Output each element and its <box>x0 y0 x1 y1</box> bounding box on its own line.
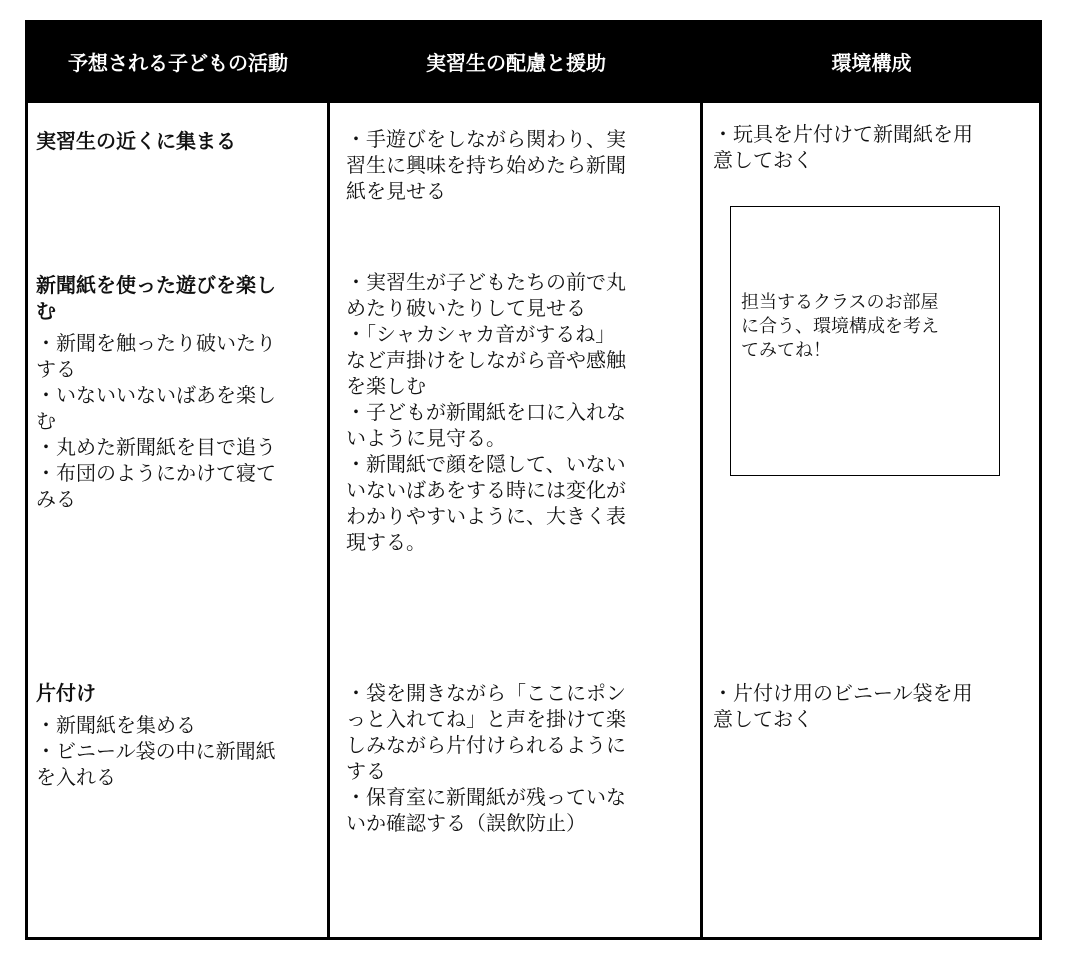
support-line: ・「シャカシャカ音がするね」 <box>346 322 616 346</box>
support-cell-3 <box>346 680 626 836</box>
activity-item: みる <box>36 487 76 511</box>
environment-cell-3 <box>713 680 973 732</box>
column-divider <box>700 23 703 937</box>
plan-table <box>25 20 1042 940</box>
support-cell-1 <box>346 126 626 204</box>
environment-line: 意しておく <box>713 148 813 172</box>
support-line: いないばあをする時には変化が <box>346 478 626 502</box>
activity-title: 実習生の近くに集まる <box>36 129 236 153</box>
activity-cell-1 <box>36 128 236 154</box>
note-line: 担当するクラスのお部屋 <box>741 292 939 313</box>
support-line: ・実習生が子どもたちの前で丸 <box>346 270 626 294</box>
activity-title: 片付け <box>36 681 96 705</box>
note-line: てみてね！ <box>741 340 831 361</box>
support-line: ・手遊びをしながら関わり、実 <box>346 127 626 151</box>
support-line: いか確認する（誤飲防止） <box>346 811 586 835</box>
activity-title: む <box>36 299 56 323</box>
header-environment: 環境構成 <box>831 51 912 75</box>
support-line: ・子どもが新聞紙を口に入れな <box>346 400 626 424</box>
support-line: 紙を見せる <box>346 179 446 203</box>
support-line: など声掛けをしながら音や感触 <box>346 348 626 372</box>
support-line: めたり破いたりして見せる <box>346 296 586 320</box>
activity-item: する <box>36 357 76 381</box>
support-line: ・新聞紙で顔を隠して、いない <box>346 452 626 476</box>
activity-item: む <box>36 409 56 433</box>
column-divider <box>327 23 330 937</box>
activity-item: ・いないいないばあを楽し <box>36 383 276 407</box>
support-line: ・保育室に新聞紙が残っていな <box>346 785 626 809</box>
environment-line: ・玩具を片付けて新聞紙を用 <box>713 122 973 146</box>
environment-note-box <box>730 206 1000 476</box>
note-line: に合う、環境構成を考え <box>741 316 939 337</box>
activity-cell-2 <box>36 272 276 512</box>
activity-item: ・ビニール袋の中に新聞紙 <box>36 739 276 763</box>
support-line: いように見守る。 <box>346 426 506 450</box>
activity-item: ・丸めた新聞紙を目で追う <box>36 435 276 459</box>
environment-line: 意しておく <box>713 707 813 731</box>
environment-cell-1 <box>713 121 973 173</box>
header-support: 実習生の配慮と援助 <box>426 51 606 75</box>
support-line: 現する。 <box>346 530 426 554</box>
activity-item: ・布団のようにかけて寝て <box>36 461 276 485</box>
activity-title: 新聞紙を使った遊びを楽し <box>36 273 276 297</box>
environment-line: ・片付け用のビニール袋を用 <box>713 681 973 705</box>
table-header <box>28 23 1039 103</box>
activity-item: ・新聞を触ったり破いたり <box>36 331 276 355</box>
header-activity: 予想される子どもの活動 <box>68 51 288 75</box>
support-line: 習生に興味を持ち始めたら新聞 <box>346 153 626 177</box>
support-line: しみながら片付けられるように <box>346 733 626 757</box>
support-line: わかりやすいように、大きく表 <box>346 504 626 528</box>
support-cell-2 <box>346 269 626 555</box>
support-line: っと入れてね」と声を掛けて楽 <box>346 707 626 731</box>
support-line: ・袋を開きながら「ここにポン <box>346 681 626 705</box>
support-line: する <box>346 759 386 783</box>
activity-cell-3 <box>36 680 276 790</box>
activity-item: ・新聞紙を集める <box>36 713 196 737</box>
activity-item: を入れる <box>36 765 116 789</box>
support-line: を楽しむ <box>346 374 426 398</box>
